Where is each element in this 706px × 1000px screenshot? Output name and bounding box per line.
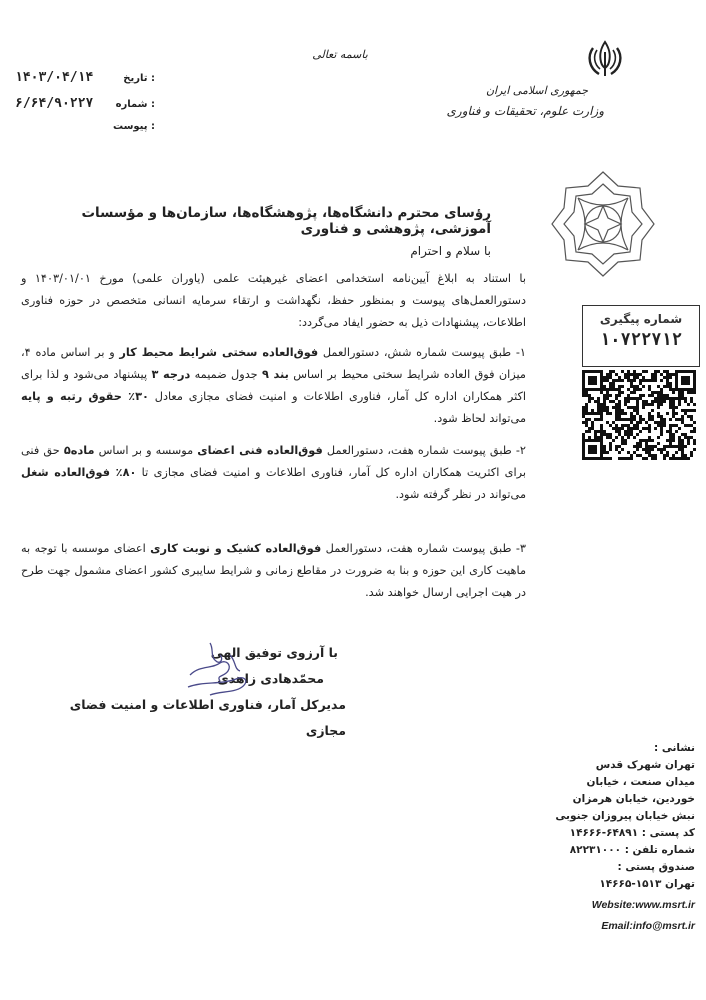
attachment-label: پیوست : [112,121,155,132]
org-line-1: جمهوری اسلامی ایران [485,84,588,97]
iran-emblem-icon [583,38,627,80]
bismillah: باسمه تعالی [312,48,368,61]
signature-icon [180,635,260,705]
salutation: با سلام و احترام [410,244,491,258]
org-line-2: وزارت علوم، تحقیقات و فناوری [446,104,604,118]
number-value: ۶/۶۴/۹۰۲۲۷ [15,96,94,111]
meta-attachment [15,121,155,132]
number-label: شماره : [115,99,155,110]
address-line: تهران ۱۵۱۳-۱۴۶۶۵ [599,878,695,890]
meta-date [15,70,155,85]
address-line: تهران شهرک قدس [595,759,695,771]
intro-paragraph: با استناد به ابلاغ آیین‌نامه استخدامی اعضای غیرهیئت علمی (یاوران علمی) مورخ ۱۴۰۳/۰۱/۰۱ و دستورالعمل‌های پیوست و بمنظور حفظ، نگهداشت و ارتقاء سرمایه انسانی متخصص در حوزه فناوری اطلاعات، پیشنهادات ذیل به حضور ایفاد می‌گردد: [21,272,527,329]
tracking-label: شماره پیگیری [599,312,683,326]
address-block [555,740,695,935]
item-1: ۱- طبق پیوست شماره شش، دستورالعمل فوق‌العاده سختی شرایط محیط کار و بر اساس ماده ۴، میزان فوق العاده شرایط سختی محیط بر اساس بند ۹ جدول ضمیمه درجه ۳ پیشنهاد می‌شود و لذا برای اکثر همکاران اداره کل آمار، فناوری اطلاعات و امنیت فضای مجازی معادل ۳۰٪ حقوق رتبه و پایه می‌تواند لحاظ شود. [21,346,527,425]
signer-title: مدیرکل آمار، فناوری اطلاعات و امنیت فضای مجازی [69,697,346,738]
address-line: نبش خیابان پیروزان جنوبی [555,810,695,822]
islamic-ornament-icon [548,168,658,280]
address-line: کد پستی : ۶۴۸۹۱-۱۴۶۶۶ [569,827,695,839]
address-line: خوردین، خیابان هرمزان [572,793,695,805]
item-2: ۲- طبق پیوست شماره هفت، دستورالعمل فوق‌العاده فنی اعضای موسسه و بر اساس ماده۵ حق فنی برای اکثریت همکاران اداره کل آمار، فناوری اطلاعات و امنیت فضای مجازی تا ۸۰٪ فوق‌العاده شغل می‌تواند در نظر گرفته شود. [21,444,526,501]
address-line: شماره تلفن : ۸۲۲۳۱۰۰۰ [569,844,695,856]
closing-text: با آرزوی توفیق الهی [210,645,338,660]
qr-code-icon [582,370,696,462]
item-3: ۳- طبق پیوست شماره هفت، دستورالعمل فوق‌العاده کشیک و نوبت کاری اعضای موسسه با توجه به ماهیت کاری این حوزه و بنا به ضرورت در مقاطع زمانی و شرایط سایبری کشور اعضای مشمول جهت طرح در هیت اجرایی ارسال خواهند شد. [21,542,526,599]
address-title: نشانی : [654,742,695,754]
tracking-box [582,305,700,367]
website-text: Website:www.msrt.ir [591,899,695,911]
address-line: صندوق پستی : [617,861,695,873]
tracking-number: ۱۰۷۲۲۷۱۲ [600,330,682,350]
date-value: ۱۴۰۳/۰۴/۱۴ [15,70,94,85]
signer-name: محمّدهادی زاهدی [217,671,324,686]
date-label: تاریخ : [123,73,155,84]
address-line: میدان صنعت ، خیابان [586,776,695,788]
recipient: رؤسای محترم دانشگاه‌ها، پژوهشگاه‌ها، سازمان‌ها و مؤسسات آموزشی، پژوهشی و فناوری [81,205,491,237]
meta-number [15,96,155,111]
email-text: Email:info@msrt.ir [601,920,695,932]
